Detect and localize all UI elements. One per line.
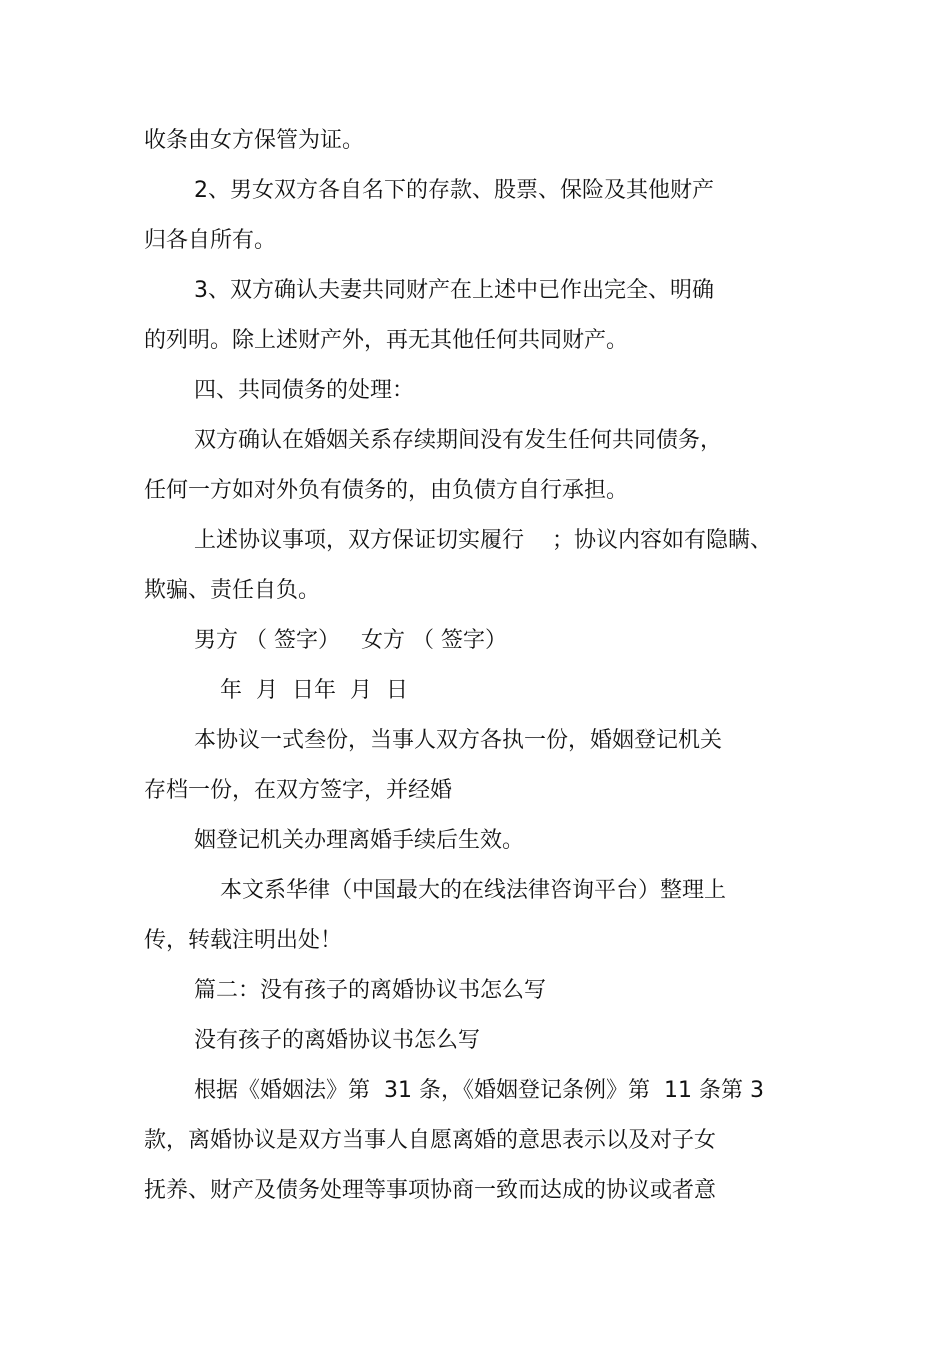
chapter-subtitle: 没有孩子的离婚协议书怎么写 (194, 1028, 481, 1053)
text-line: 收条由女方保管为证。 (144, 128, 365, 153)
text-line: 的列明。除上述财产外，再无其他任何共同财产。 (144, 328, 629, 353)
date-line: 年 月 日年 月 日 (220, 678, 408, 703)
text-line: 欺骗、责任自负。 (144, 578, 321, 603)
text-line: 传，转载注明出处！ (144, 928, 343, 953)
text-line: 任何一方如对外负有债务的，由负债方自行承担。 (144, 478, 629, 503)
text-line: 本协议一式叁份，当事人双方各执一份，婚姻登记机关 (194, 728, 723, 753)
text-line: 3、双方确认夫妻共同财产在上述中已作出完全、明确 (194, 278, 714, 303)
text-line: 姻登记机关办理离婚手续后生效。 (194, 828, 525, 853)
signature-line: 男方 （ 签字） 女方 （ 签字） (194, 628, 507, 653)
text-line: 2、男女双方各自名下的存款、股票、保险及其他财产 (194, 178, 714, 203)
section-heading: 四、共同债务的处理： (194, 378, 415, 403)
text-line: 本文系华律（中国最大的在线法律咨询平台）整理上 (220, 878, 727, 903)
text-line: 双方确认在婚姻关系存续期间没有发生任何共同债务， (194, 428, 723, 453)
text-line: 抚养、财产及债务处理等事项协商一致而达成的协议或者意 (144, 1178, 717, 1203)
text-line: 归各自所有。 (144, 228, 277, 253)
text-line: 存档一份，在双方签字，并经婚 (144, 778, 453, 803)
text-line: 上述协议事项，双方保证切实履行 ；协议内容如有隐瞒、 (194, 528, 772, 553)
chapter-heading: 篇二：没有孩子的离婚协议书怎么写 (194, 978, 547, 1003)
text-line: 根据《婚姻法》第 31 条，《婚姻登记条例》第 11 条第 3 (194, 1078, 764, 1103)
text-line: 款，离婚协议是双方当事人自愿离婚的意思表示以及对子女 (144, 1128, 717, 1153)
